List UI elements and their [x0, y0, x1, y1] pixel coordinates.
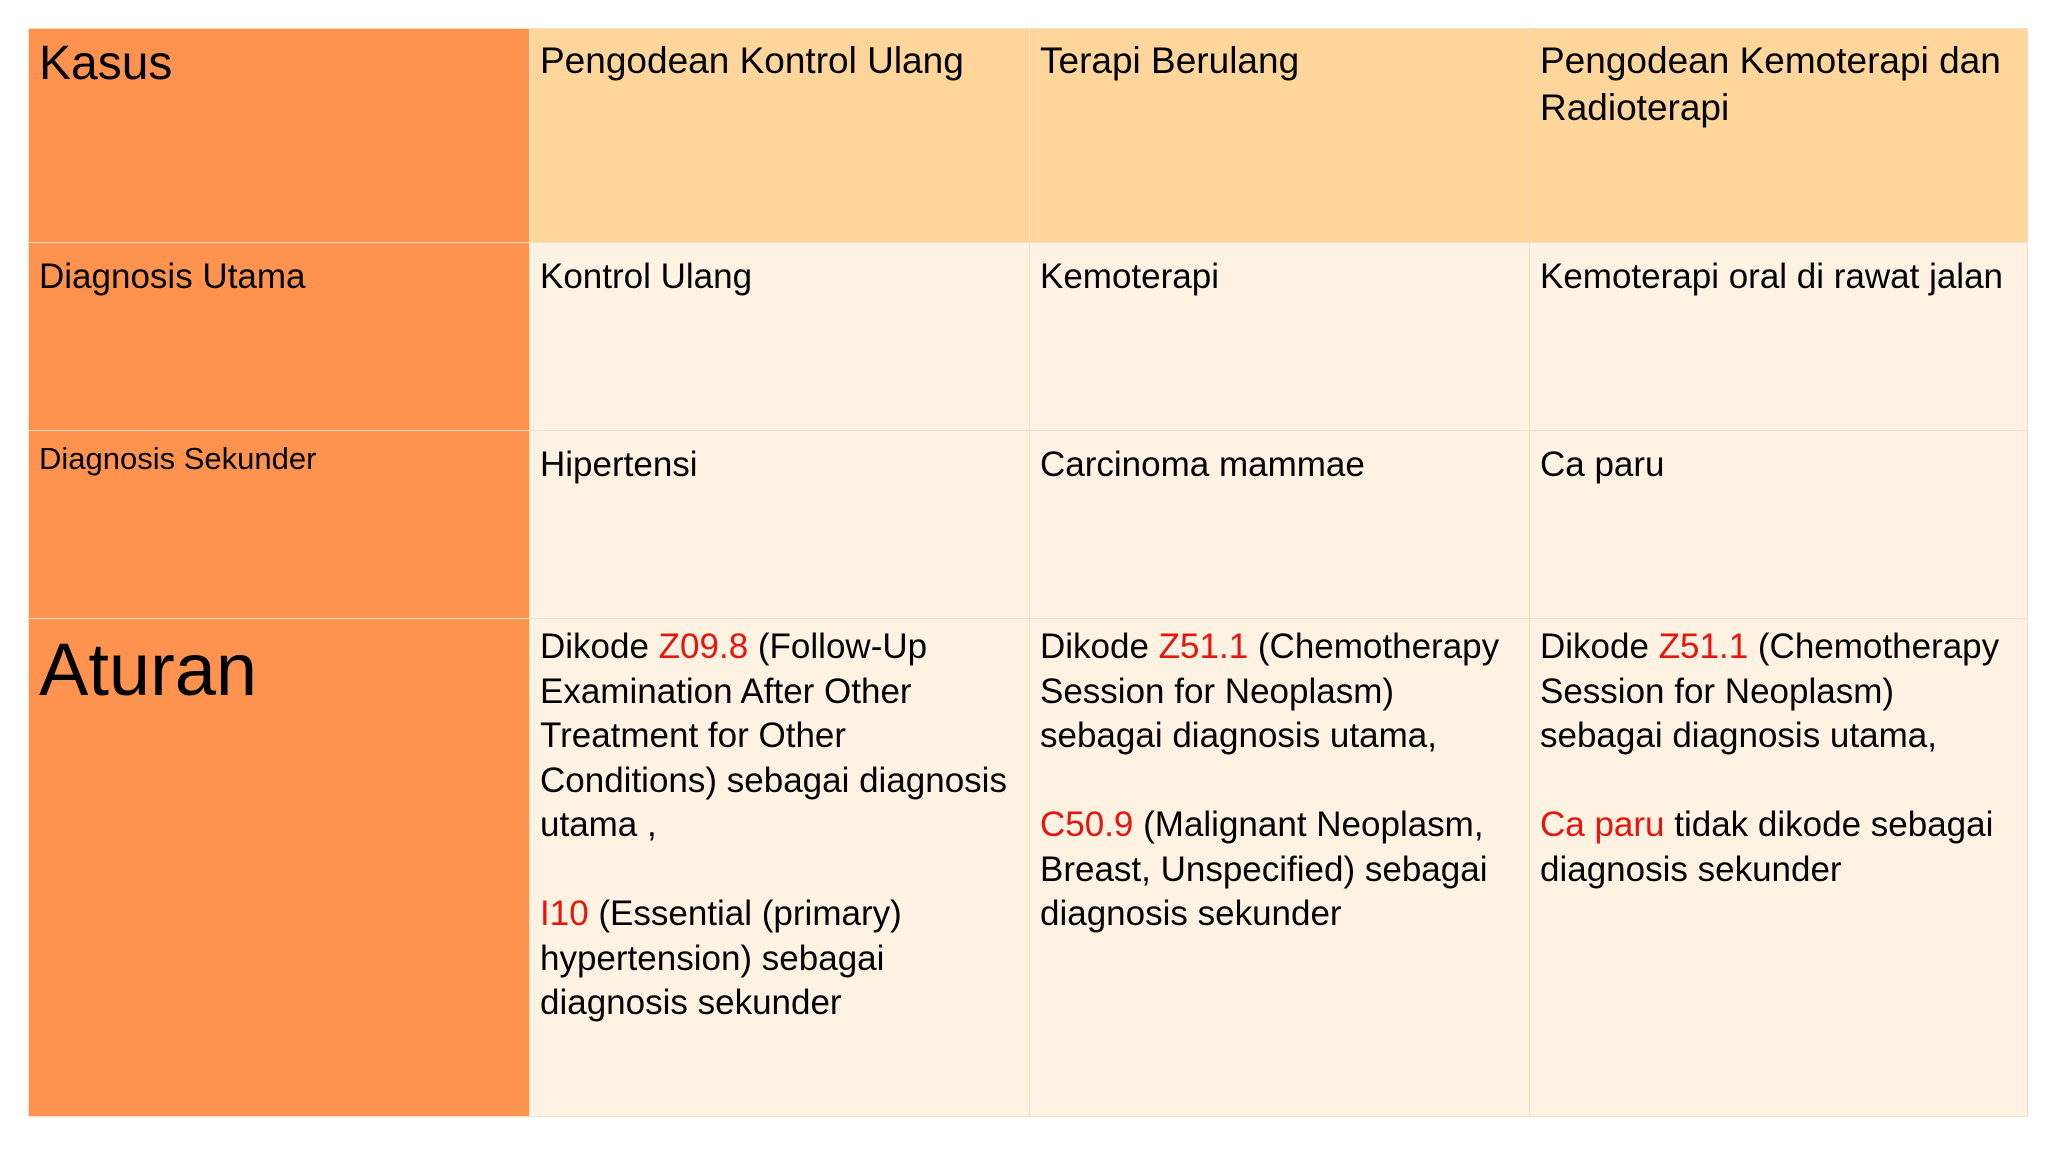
- column-heading-cell: [1530, 29, 2028, 243]
- row-label-diagnosis-utama: Diagnosis Utama: [39, 257, 306, 296]
- diagnosis-sekunder-value: Ca paru: [1540, 445, 1665, 484]
- aturan-prefix: Dikode: [540, 627, 659, 666]
- column-heading: Terapi Berulang: [1040, 40, 1300, 81]
- table-cell: [530, 619, 1030, 1117]
- column-heading: Pengodean Kemoterapi dan Radioterapi: [1540, 40, 2001, 128]
- table-cell: [530, 243, 1030, 431]
- aturan-paragraph-1: [1540, 625, 2017, 759]
- diagnosis-utama-value: Kontrol Ulang: [540, 257, 753, 296]
- row-label-cell: [29, 619, 530, 1117]
- column-heading: Pengodean Kontrol Ulang: [540, 40, 964, 81]
- table-row: [29, 619, 2028, 1117]
- coding-rules-table: [28, 28, 2028, 1117]
- aturan-description: (Malignant Neoplasm, Breast, Unspecified) sebagai diagnosis sekunder: [1040, 805, 1488, 933]
- diagnosis-sekunder-value: Carcinoma mammae: [1040, 445, 1365, 484]
- table-cell: [1530, 243, 2028, 431]
- table-row: [29, 243, 2028, 431]
- code-highlight: C50.9: [1040, 805, 1134, 844]
- aturan-description: (Chemotherapy Session for Neoplasm) sebagai diagnosis utama,: [1040, 627, 1500, 755]
- column-heading-cell: [530, 29, 1030, 243]
- row-label-diagnosis-sekunder: Diagnosis Sekunder: [39, 441, 317, 476]
- table-cell: [1530, 619, 2028, 1117]
- diagnosis-sekunder-value: Hipertensi: [540, 445, 698, 484]
- row-label-aturan: Aturan: [39, 628, 258, 711]
- code-highlight: Z09.8: [658, 627, 749, 666]
- aturan-paragraph-1: [540, 625, 1019, 848]
- aturan-paragraph-2: [1540, 803, 2017, 892]
- table-row: [29, 431, 2028, 619]
- aturan-description: (Essential (primary) hypertension) sebagai diagnosis sekunder: [540, 894, 902, 1022]
- aturan-text: [530, 619, 1029, 1026]
- aturan-paragraph-1: [1040, 625, 1519, 759]
- table-cell: [530, 431, 1030, 619]
- row-label-cell: [29, 243, 530, 431]
- table-cell: [1030, 431, 1530, 619]
- diagnosis-utama-value: Kemoterapi: [1040, 257, 1219, 296]
- aturan-description: (Chemotherapy Session for Neoplasm) sebagai diagnosis utama,: [1540, 627, 2000, 755]
- code-highlight: Z51.1: [1158, 627, 1249, 666]
- aturan-prefix: Dikode: [1040, 627, 1159, 666]
- diagnosis-utama-value: Kemoterapi oral di rawat jalan: [1540, 257, 2004, 296]
- code-highlight: Ca paru: [1540, 805, 1665, 844]
- code-highlight: I10: [540, 894, 589, 933]
- aturan-text: [1030, 619, 1529, 937]
- row-label-kasus: Kasus: [39, 37, 173, 90]
- table-cell: [1030, 243, 1530, 431]
- table-cell: [1030, 619, 1530, 1117]
- table-row: [29, 29, 2028, 243]
- column-heading-cell: [1030, 29, 1530, 243]
- row-label-cell: [29, 431, 530, 619]
- table-cell: [1530, 431, 2028, 619]
- aturan-description: (Follow-Up Examination After Other Treatment for Other Conditions) sebagai diagnosis utama ,: [540, 627, 1007, 844]
- aturan-paragraph-2: [540, 892, 1019, 1026]
- aturan-paragraph-2: [1040, 803, 1519, 937]
- aturan-text: [1530, 619, 2027, 892]
- aturan-prefix: Dikode: [1540, 627, 1659, 666]
- aturan-description: tidak dikode sebagai diagnosis sekunder: [1540, 805, 1994, 889]
- code-highlight: Z51.1: [1658, 627, 1749, 666]
- row-label-cell: [29, 29, 530, 243]
